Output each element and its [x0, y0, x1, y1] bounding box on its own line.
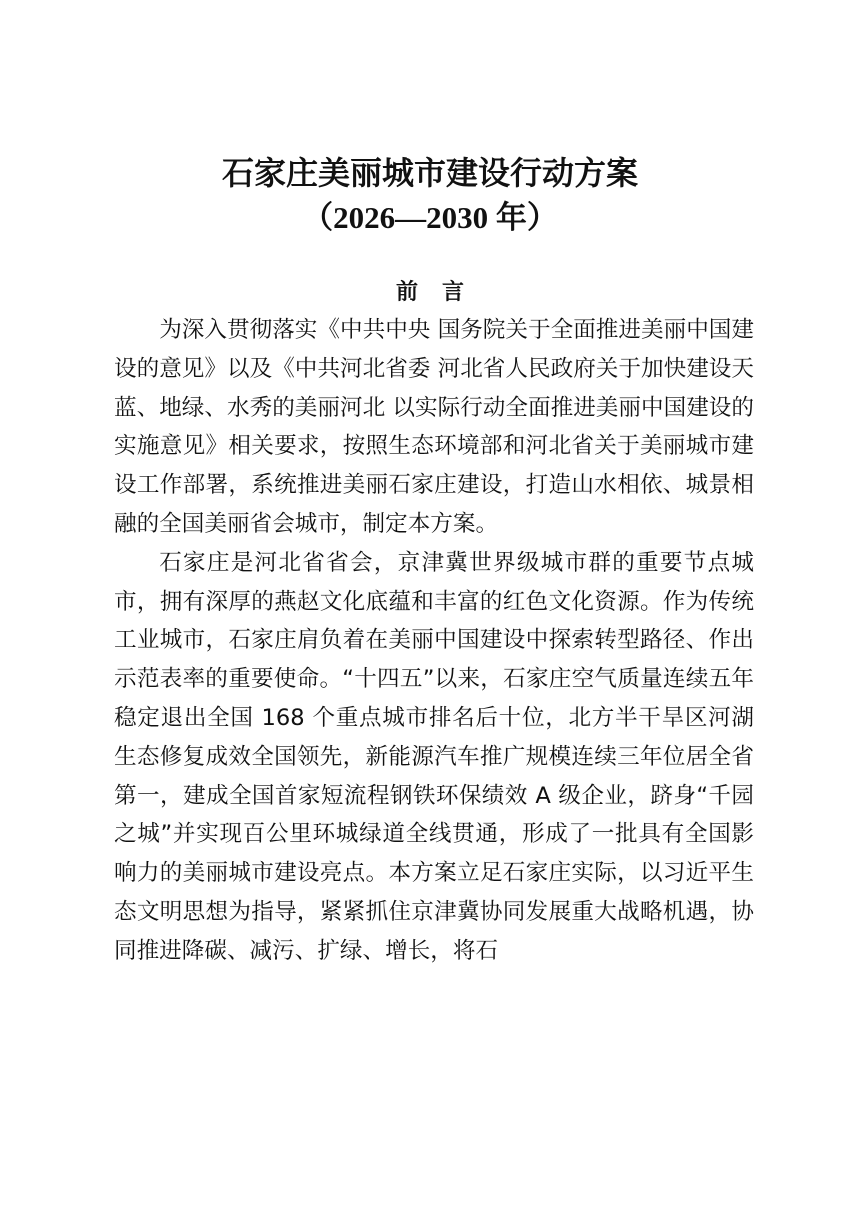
document-subtitle: （2026—2030 年）	[302, 200, 558, 235]
paragraph-1: 为深入贯彻落实《中共中央 国务院关于全面推进美丽中国建设的意见》以及《中共河北省委 河北省人民政府关于加快建设天蓝、地绿、水秀的美丽河北 以实际行动全面推进美丽中国建设的实施意见》相关要求，按照生态环境部和河北省关于美丽城市建设工作部署，系统推进美丽石家庄建设，打造山水相依、城景相融的全国美丽省会城市，制定本方案。	[114, 317, 754, 537]
section-heading-preface: 前言	[395, 280, 488, 305]
title-block	[0, 150, 860, 240]
paragraph-2: 石家庄是河北省省会，京津冀世界级城市群的重要节点城市，拥有深厚的燕赵文化底蕴和丰富的红色文化资源。作为传统工业城市，石家庄肩负着在美丽中国建设中探索转型路径、作出示范表率的重要使命。“十四五”以来，石家庄空气质量连续五年稳定退出全国 168 个重点城市排名后十位，北方半干旱区河湖生态修复成效全国领先，新能源汽车推广规模连续三年位居全省第一，建成全国首家短流程钢铁环保绩效 A 级企业，跻身“千园之城”并实现百公里环城绿道全线贯通，形成了一批具有全国影响力的美丽城市建设亮点。本方案立足石家庄实际，以习近平生态文明思想为指导，紧紧抓住京津冀协同发展重大战略机遇，协同推进降碳、减污、扩绿、增长，将石	[114, 549, 754, 964]
document-title: 石家庄美丽城市建设行动方案	[221, 154, 638, 192]
body-text	[114, 311, 754, 971]
